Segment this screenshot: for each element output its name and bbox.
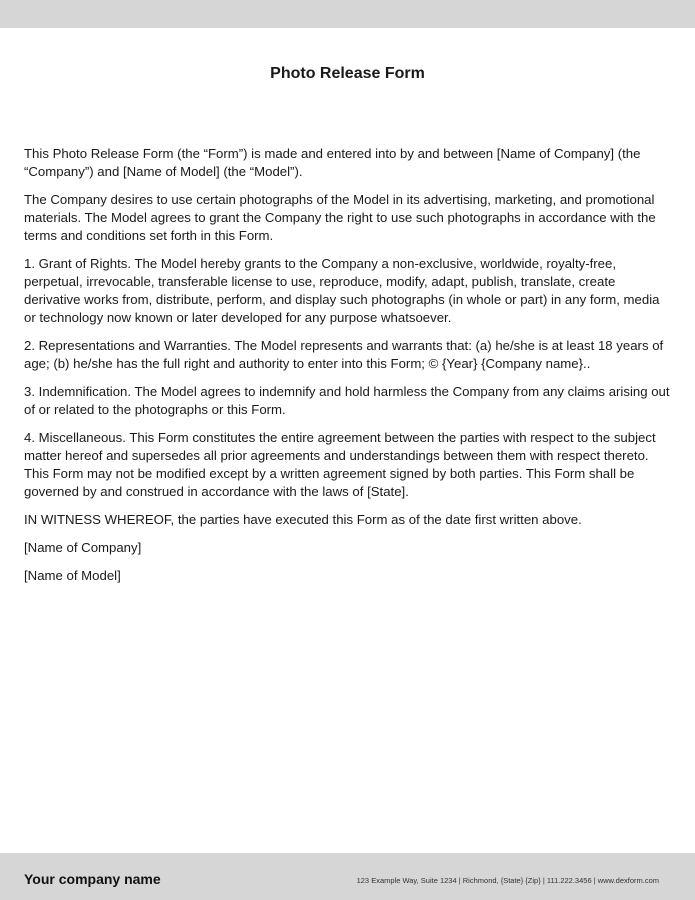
witness-paragraph: IN WITNESS WHEREOF, the parties have executed this Form as of the date first written above.	[24, 512, 582, 527]
footer-band	[0, 853, 695, 900]
intro-paragraph: This Photo Release Form (the “Form”) is made and entered into by and between [Name of Company] (the “Company”) and [Name of Model] (the “Model”).	[24, 146, 641, 179]
purpose-paragraph: The Company desires to use certain photographs of the Model in its advertising, marketing, and promotional materials. The Model agrees to grant the Company the right to use such photographs in accordance with the terms and conditions set forth in this Form.	[24, 192, 656, 243]
model-signature-line: [Name of Model]	[24, 568, 121, 583]
indemnification-paragraph: 3. Indemnification. The Model agrees to indemnify and hold harmless the Company from any claims arising out of or related to the photographs or this Form.	[24, 384, 670, 417]
representations-paragraph: 2. Representations and Warranties. The Model represents and warrants that: (a) he/she is at least 18 years of age; (b) he/she has the full right and authority to enter into this Form; © {Year} {Company name}..	[24, 338, 664, 371]
footer-company-name: Your company name	[24, 871, 161, 887]
document-body	[24, 145, 672, 595]
company-signature-line: [Name of Company]	[24, 540, 142, 555]
header-band	[0, 0, 695, 28]
document-title: Photo Release Form	[270, 65, 425, 82]
miscellaneous-paragraph: 4. Miscellaneous. This Form constitutes the entire agreement between the parties with respect to the subject matter hereof and supersedes all prior agreements and understandings between them with respect thereto. This Form may not be modified except by a written agreement signed by both parties. This Form shall be governed by and construed in accordance with the laws of [State].	[24, 430, 656, 499]
grant-of-rights-paragraph: 1. Grant of Rights. The Model hereby grants to the Company a non-exclusive, worldwide, royalty-free, perpetual, irrevocable, transferable license to use, reproduce, modify, adapt, publish, translate, create derivative works from, distribute, perform, and display such photographs (in whole or part) in any form, media or technology now known or later developed for any purpose whatsoever.	[24, 256, 660, 325]
footer-address: 123 Example Way, Suite 1234 | Richmond, {State} {Zip} | 111.222.3456 | www.dexform.com	[356, 876, 659, 885]
